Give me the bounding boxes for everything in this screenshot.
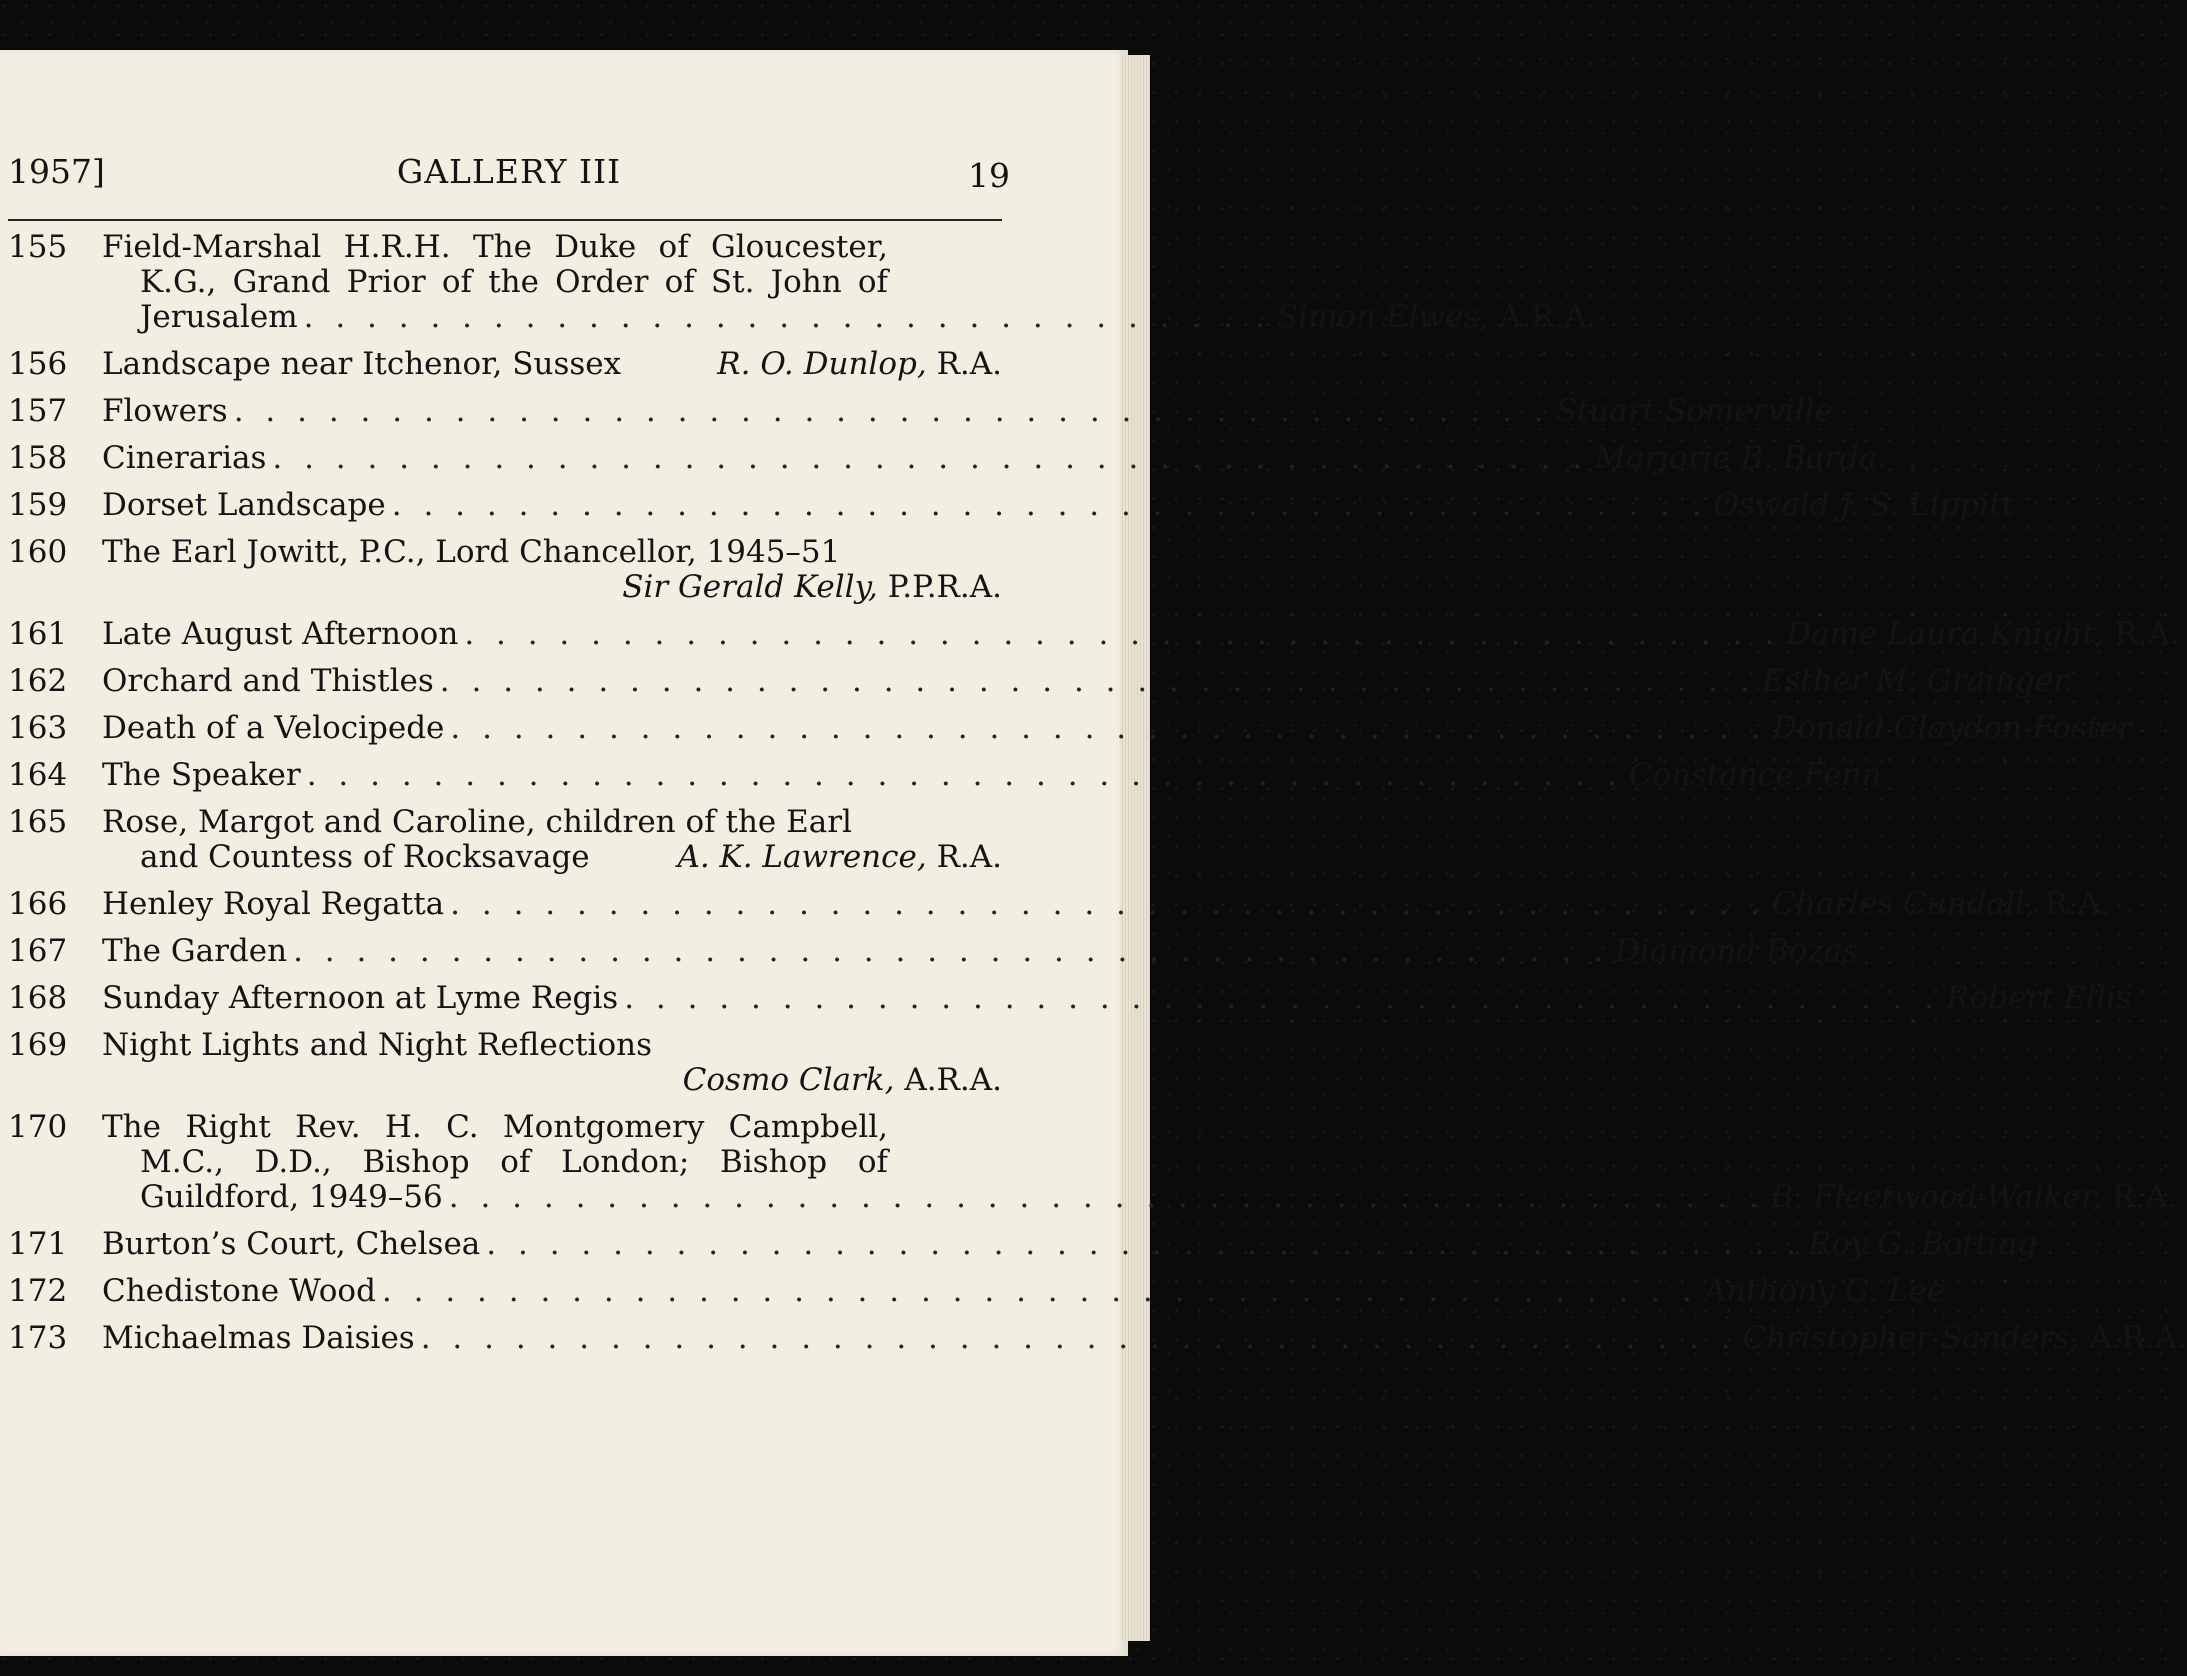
entry-number: 160 (8, 534, 68, 570)
dot-leader: . . . . . . . . . . . . . . . . . . . . . . . . . . . . . . . . . . . . . . . . . . (439, 663, 1756, 699)
entry-artist: Marjorie B. Barda (1594, 440, 1878, 476)
catalogue-entry (8, 229, 1597, 335)
catalogue-entry (8, 440, 1878, 476)
dot-leader: . . . . . . . . . . . . . . . . . . . . . . . . . . . . . . . . . . . . . . . . . . (450, 886, 1767, 922)
header-rule (8, 219, 1002, 221)
dot-leader: . . . . . . . . . . . . . . . . . . . . . . . . . . . . . . . . . . . . . . . . . . (293, 933, 1609, 969)
entry-number: 155 (8, 229, 68, 265)
entry-artist: Charles Cundall, R.A. (1772, 886, 2111, 922)
dot-leader: . . . . . . . . . . . . . . . . . . . . . . . . . . . . . . . . . . . . . . . . . . (233, 393, 1550, 429)
dot-leader: . . . . . . . . . . . . . . . . . . . . . . . . . . . . . . . . . . . . . . . . . . (448, 1179, 1765, 1215)
entry-artist: Cosmo Clark, A.R.A. (682, 1062, 1002, 1098)
dot-leader: . . . . . . . . . . . . . . . . . . . . . . . . . . . . . . . . . . . . . . . . . . (450, 710, 1767, 746)
catalogue-entry (8, 886, 2111, 922)
entry-title-line: The Right Rev. H. C. Montgomery Campbell, (102, 1109, 888, 1145)
catalogue-entry (8, 1273, 1946, 1309)
entry-title: The Garden (102, 933, 288, 969)
entry-title-line: Guildford, 1949–56 (140, 1179, 443, 1215)
entry-title: The Earl Jowitt, P.C., Lord Chancellor, 1945–51 (102, 534, 841, 570)
entry-title: Michaelmas Daisies (102, 1320, 415, 1356)
catalogue-entry (8, 663, 2069, 699)
catalogue-entry (8, 487, 2015, 523)
dot-leader: . . . . . . . . . . . . . . . . . . . . . . . . . . . . . . . (303, 299, 1271, 335)
page-edge (1120, 55, 1150, 1641)
dot-leader: . . . . . . . . . . . . . . . . . . . . . . . . . . . . . . . . . . . . . . . . . . (272, 440, 1589, 476)
entry-title: Dorset Landscape (102, 487, 386, 523)
entry-title: Flowers (102, 393, 228, 429)
header-title: GALLERY III (396, 152, 622, 191)
entry-title: Late August Afternoon (102, 616, 459, 652)
entry-artist: Roy G. Botting (1808, 1226, 2038, 1262)
header-year: 1957] (8, 152, 105, 191)
entry-number: 158 (8, 440, 68, 476)
entry-artist: Constance Fenn (1628, 757, 1882, 793)
entry-number: 167 (8, 933, 68, 969)
dot-leader: . . . . . . . . . . . . . . . . . . . . . . . . . . . . . . . . . . . . . . . . . . (624, 980, 1941, 1016)
entry-artist: Christopher Sanders, A.R.A. (1742, 1320, 2187, 1356)
entry-number: 157 (8, 393, 68, 429)
catalogue-entry (8, 1109, 2178, 1215)
entry-title-line: Jerusalem (140, 299, 298, 335)
dot-leader: . . . . . . . . . . . . . . . . . . . . . . . . . . . . . . . . . . . . . . . . . . (486, 1226, 1803, 1262)
entry-title: Cinerarias (102, 440, 267, 476)
entry-number: 172 (8, 1273, 68, 1309)
catalogue-entry (8, 1226, 2038, 1262)
entry-title: Henley Royal Regatta (102, 886, 445, 922)
entry-number: 169 (8, 1027, 68, 1063)
entry-title: Landscape near Itchenor, Sussex (102, 346, 622, 382)
entry-title: Night Lights and Night Reflections (102, 1027, 652, 1063)
entry-artist: Diamond Bozas (1614, 933, 1859, 969)
entry-artist: Simon Elwes, A.R.A. (1276, 299, 1597, 335)
catalogue-entry (8, 933, 1859, 969)
dot-leader: . . . . . . . . . . . . . . . . . . . . . . . . . . . . . . . . . . . . . . . . . . (420, 1320, 1737, 1356)
entry-title-line: K.G., Grand Prior of the Order of St. John of (140, 264, 888, 300)
catalogue-entry (8, 1320, 2187, 1356)
entry-artist: Oswald J. S. Lippitt (1713, 487, 2015, 523)
entry-title-line: M.C., D.D., Bishop of London; Bishop of (140, 1144, 888, 1180)
entry-artist: B. Fleetwood-Walker, R.A. (1770, 1179, 2178, 1215)
entry-number: 159 (8, 487, 68, 523)
entry-artist: Anthony G. Lee (1703, 1273, 1946, 1309)
entry-artist: Robert Ellis (1946, 980, 2132, 1016)
entry-number: 173 (8, 1320, 68, 1356)
entry-artist: A. K. Lawrence, R.A. (677, 839, 1002, 875)
entry-title-line: Rose, Margot and Caroline, children of the Earl (102, 804, 852, 840)
entry-number: 171 (8, 1226, 68, 1262)
entry-number: 170 (8, 1109, 68, 1145)
dot-leader: . . . . . . . . . . . . . . . . . . . . . . . . . . . . . . . . . . . . . . . . . . (464, 616, 1781, 652)
catalogue-entry (8, 980, 2132, 1016)
entry-title: Death of a Velocipede (102, 710, 445, 746)
catalogue-entries (8, 229, 2187, 1368)
entry-artist: R. O. Dunlop, R.A. (717, 346, 1002, 382)
catalogue-entry (8, 393, 1833, 429)
entry-number: 168 (8, 980, 68, 1016)
entry-number: 162 (8, 663, 68, 699)
entry-artist: Esther M. Grainger (1761, 663, 2069, 699)
entry-artist: Dame Laura Knight, R.A. (1786, 616, 2180, 652)
entry-title: Sunday Afternoon at Lyme Regis (102, 980, 619, 1016)
entry-artist: Stuart Somerville (1555, 393, 1833, 429)
catalogue-entry (8, 535, 1002, 605)
dot-leader: . . . . . . . . . . . . . . . . . . . . . . . . . . . . . . . . . . . . . . . . . . (391, 487, 1708, 523)
entry-title-line: and Countess of Rocksavage (140, 839, 590, 875)
catalogue-entry (8, 347, 1002, 382)
entry-title: Burton’s Court, Chelsea (102, 1226, 481, 1262)
entry-title-line: Field-Marshal H.R.H. The Duke of Gloucester, (102, 229, 888, 265)
entry-artist: Donald Claydon-Foster (1772, 710, 2133, 746)
page-number: 19 (968, 156, 1010, 195)
entry-number: 166 (8, 886, 68, 922)
entry-number: 163 (8, 710, 68, 746)
catalogue-entry (8, 710, 2133, 746)
entry-number: 156 (8, 346, 68, 382)
running-header (8, 152, 1010, 196)
entry-number: 161 (8, 616, 68, 652)
catalogue-entry (8, 616, 2180, 652)
catalogue-entry (8, 805, 1002, 875)
entry-title: The Speaker (102, 757, 301, 793)
entry-number: 164 (8, 757, 68, 793)
entry-number: 165 (8, 804, 68, 840)
entry-artist: Sir Gerald Kelly, P.P.R.A. (622, 569, 1002, 605)
catalogue-entry (8, 1028, 1002, 1098)
dot-leader: . . . . . . . . . . . . . . . . . . . . . . . . . . . . . . . . . . . . . . . . . . (306, 757, 1623, 793)
dot-leader: . . . . . . . . . . . . . . . . . . . . . . . . . . . . . . . . . . . . . . . . . . (381, 1273, 1698, 1309)
entry-title: Chedistone Wood (102, 1273, 376, 1309)
entry-title: Orchard and Thistles (102, 663, 434, 699)
catalogue-entry (8, 757, 1882, 793)
